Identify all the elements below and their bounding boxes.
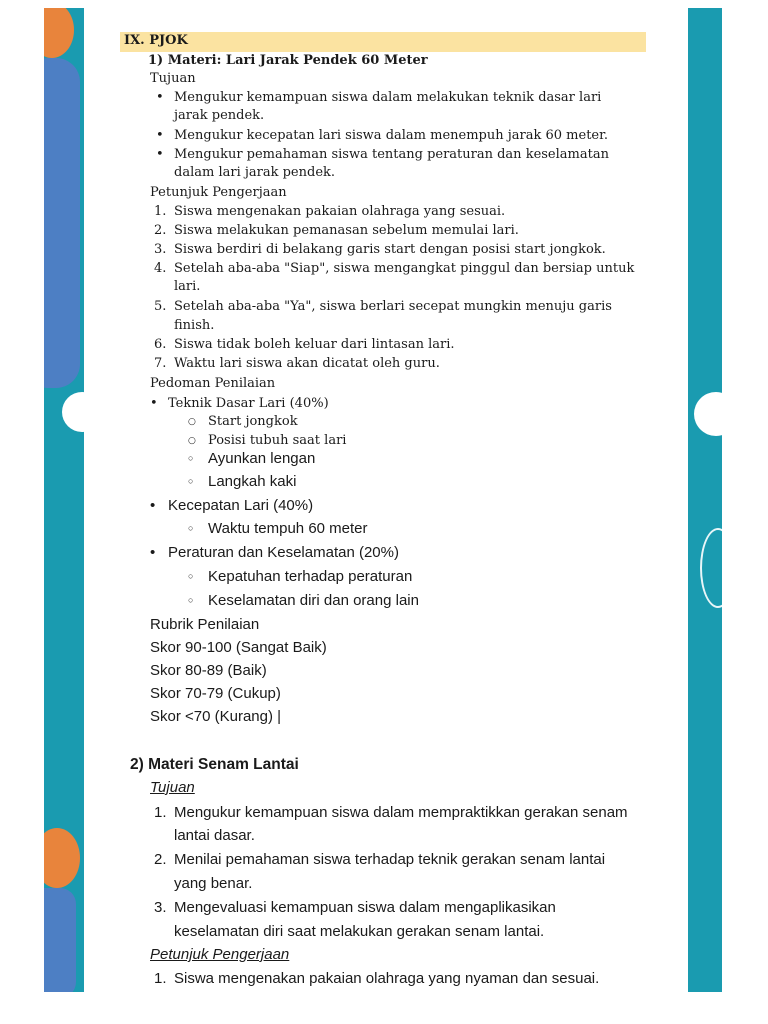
petunjuk-item: Setelah aba-aba "Siap", siswa mengangkat pinggul dan bersiap untuk xyxy=(174,261,635,276)
kriteria-sub-item: ○ Kepatuhan terhadap peraturan xyxy=(208,568,412,585)
materi2-heading: 2) Materi Senam Lantai xyxy=(130,756,299,773)
tujuan-item-cont: dalam lari jarak pendek. xyxy=(174,165,336,180)
kriteria-sub-item: ○ Posisi tubuh saat lari xyxy=(208,433,346,448)
tujuan2-item-cont: lantai dasar. xyxy=(174,827,255,844)
rubrik-item: Skor 90-100 (Sangat Baik) xyxy=(150,639,327,656)
rubrik-label: Rubrik Penilaian xyxy=(150,616,260,633)
character-body-top xyxy=(44,58,80,388)
tujuan-item: • Mengukur kemampuan siswa dalam melakukan teknik dasar lari xyxy=(174,90,601,105)
petunjuk-item: Siswa berdiri di belakang garis start dengan posisi start jongkok. xyxy=(174,242,606,257)
petunjuk-num: 2. xyxy=(154,223,167,238)
rubrik-item: Skor <70 (Kurang) | xyxy=(150,708,282,725)
petunjuk-num: 6. xyxy=(154,337,167,352)
kriteria-item: • Kecepatan Lari (40%) xyxy=(168,497,313,514)
document-page xyxy=(92,8,688,992)
tujuan-item-cont: jarak pendek. xyxy=(174,108,265,123)
petunjuk-num: 1. xyxy=(154,204,167,219)
tujuan2-item: Mengukur kemampuan siswa dalam mempraktikkan gerakan senam xyxy=(174,804,628,821)
left-decoration xyxy=(44,8,84,992)
wave-cutout-left xyxy=(62,392,84,432)
petunjuk-num: 4. xyxy=(154,261,167,276)
petunjuk-label: Petunjuk Pengerjaan xyxy=(150,185,287,200)
ball-outline xyxy=(700,528,722,608)
tujuan2-num: 1. xyxy=(154,804,167,821)
character-head-top xyxy=(44,8,74,58)
pedoman-label: Pedoman Penilaian xyxy=(150,376,276,391)
kriteria-sub-item: ○ Keselamatan diri dan orang lain xyxy=(208,592,419,609)
petunjuk-num: 5. xyxy=(154,299,167,314)
tujuan2-item-cont: yang benar. xyxy=(174,875,253,892)
rubrik-item: Skor 70-79 (Cukup) xyxy=(150,685,281,702)
section-title: IX. PJOK xyxy=(124,33,188,48)
tujuan2-item: Mengevaluasi kemampuan siswa dalam mengaplikasikan xyxy=(174,899,556,916)
petunjuk-item: Siswa mengenakan pakaian olahraga yang sesuai. xyxy=(174,204,506,219)
petunjuk2-label: Petunjuk Pengerjaan xyxy=(150,946,290,963)
tujuan2-label: Tujuan xyxy=(150,779,195,796)
tujuan-label: Tujuan xyxy=(150,71,196,86)
petunjuk-item-cont: finish. xyxy=(174,318,215,333)
materi1-heading: 1) Materi: Lari Jarak Pendek 60 Meter xyxy=(148,53,428,68)
petunjuk2-num: 1. xyxy=(154,970,167,987)
tujuan2-item: Menilai pemahaman siswa terhadap teknik gerakan senam lantai xyxy=(174,851,606,868)
petunjuk-item: Setelah aba-aba "Ya", siswa berlari secepat mungkin menuju garis xyxy=(174,299,612,314)
kriteria-sub-item: ○ Start jongkok xyxy=(208,414,298,429)
kriteria-sub-item: ○ Ayunkan lengan xyxy=(208,450,315,467)
petunjuk-num: 3. xyxy=(154,242,167,257)
section-highlight xyxy=(120,32,646,52)
wave-cutout-right xyxy=(694,392,722,436)
tujuan-item: • Mengukur pemahaman siswa tentang peraturan dan keselamatan xyxy=(174,147,609,162)
petunjuk-item: Siswa melakukan pemanasan sebelum memulai lari. xyxy=(174,223,519,238)
petunjuk-item-cont: lari. xyxy=(174,279,201,294)
tujuan2-item-cont: keselamatan diri saat melakukan gerakan senam lantai. xyxy=(174,923,545,940)
tujuan2-num: 3. xyxy=(154,899,167,916)
tujuan2-num: 2. xyxy=(154,851,167,868)
kriteria-item: • Peraturan dan Keselamatan (20%) xyxy=(168,544,399,561)
right-decoration xyxy=(688,8,722,992)
character-head-bottom xyxy=(44,828,80,888)
tujuan-item: • Mengukur kecepatan lari siswa dalam menempuh jarak 60 meter. xyxy=(174,128,608,143)
petunjuk-item: Waktu lari siswa akan dicatat oleh guru. xyxy=(174,356,440,371)
rubrik-item: Skor 80-89 (Baik) xyxy=(150,662,267,679)
kriteria-sub-item: ○ Waktu tempuh 60 meter xyxy=(208,520,368,537)
character-body-bottom xyxy=(44,888,76,992)
kriteria-item: • Teknik Dasar Lari (40%) xyxy=(168,396,329,411)
petunjuk-item: Siswa tidak boleh keluar dari lintasan lari. xyxy=(174,337,455,352)
petunjuk2-item: Siswa mengenakan pakaian olahraga yang nyaman dan sesuai. xyxy=(174,970,600,987)
kriteria-sub-item: ○ Langkah kaki xyxy=(208,473,296,490)
petunjuk-num: 7. xyxy=(154,356,167,371)
